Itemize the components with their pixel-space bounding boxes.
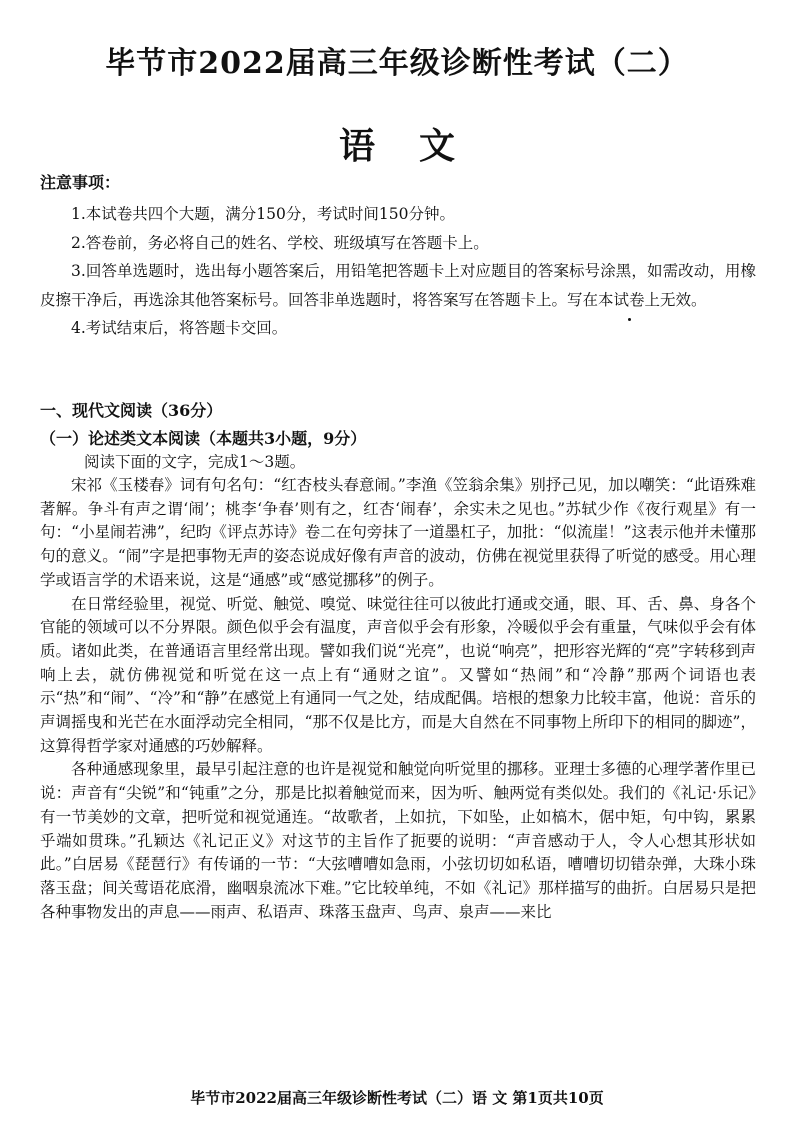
notice-item: 1.本试卷共四个大题，满分150分，考试时间150分钟。 bbox=[71, 205, 455, 223]
notice-list bbox=[40, 200, 756, 343]
subject-title: 语文 bbox=[338, 125, 499, 167]
article-body bbox=[40, 474, 756, 924]
notice-item: 4.考试结束后，将答题卡交回。 bbox=[71, 319, 288, 337]
section-heading: 一、现代文阅读（36分） bbox=[40, 401, 223, 420]
notice-item: 2.答卷前，务必将自己的姓名、学校、班级填写在答题卡上。 bbox=[71, 233, 489, 252]
article-paragraph: 各种通感现象里，最早引起注意的也许是视觉和触觉向听觉里的挪移。亚理士多德的心理学著作里已说：声音有“尖锐”和“钝重”之分，那是比拟着触觉而来，因为听、触两觉有类似处。我们的《礼记·乐记》有一节美妙的文章，把听觉和视觉通连。“故歌者，上如抗，下如坠，止如槁木，倨中矩，句中钩，累累乎端如贯珠。”孔颖达《礼记正义》对这节的主旨作了扼要的说明：“声音感动于人，令人心想其形状如此。”白居易《琵琶行》有传诵的一节：“大弦嘈嘈如急雨，小弦切切如私语，嘈嘈切切错杂弹，大珠小珠落玉盘；间关莺语花底滑，幽咽泉流冰下难。”它比较单纯，不如《礼记》那样描写的曲折。白居易只是把各种事物发出的声息——雨声、私语声、珠落玉盘声、鸟声、泉声——来比 bbox=[40, 760, 756, 921]
exam-title: 毕节市2022届高三年级诊断性考试（二） bbox=[105, 46, 689, 81]
notice-heading: 注意事项： bbox=[40, 173, 121, 192]
page-footer: 毕节市2022届高三年级诊断性考试（二）语 文 第1页共10页 bbox=[190, 1089, 604, 1107]
reading-instruction: 阅读下面的文字，完成1～3题。 bbox=[84, 453, 306, 471]
subsection-heading: （一）论述类文本阅读（本题共3小题，9分） bbox=[40, 429, 367, 448]
article-paragraph: 宋祁《玉楼春》词有句名句：“红杏枝头春意闹。”李渔《笠翁余集》别抒己见，加以嘲笑：“此语殊难著解。争斗有声之谓‘闹’；桃李‘争春’则有之，红杏‘闹春’，余实未之见也。”苏轼少作《夜行观星》有一句：“小星闹若沸”，纪昀《评点苏诗》卷二在句旁抹了一道墨杠子，加批：“似流崖！”这表示他并未懂那句的意义。“闹”字是把事物无声的姿态说成好像有声音的波动，仿佛在视觉里获得了听觉的感受。用心理学或语言学的术语来说，这是“通感”或“感觉挪移”的例子。 bbox=[40, 476, 756, 589]
notice-item: 3.回答单选题时，选出每小题答案后，用铅笔把答题卡上对应题目的答案标号涂黑，如需改动，用橡皮擦干净后，再选涂其他答案标号。回答非单选题时，将答案写在答题卡上。写在本试卷上无效。 bbox=[40, 262, 756, 309]
stray-mark bbox=[628, 318, 631, 321]
article-paragraph: 在日常经验里，视觉、听觉、触觉、嗅觉、味觉往往可以彼此打通或交通，眼、耳、舌、鼻、身各个官能的领域可以不分界限。颜色似乎会有温度，声音似乎会有形象，冷暖似乎会有重量，气味似乎会有体质。诸如此类，在普通语言里经常出现。譬如我们说“光亮”，也说“响亮”，把形容光辉的“亮”字转移到声响上去，就仿佛视觉和听觉在这一点上有“通财之谊”。又譬如“热闹”和“冷静”那两个词语也表示“热”和“闹”、“冷”和“静”在感觉上有通同一气之处，结成配偶。培根的想象力比较丰富，他说：音乐的声调摇曳和光芒在水面浮动完全相同，“那不仅是比方，而是大自然在不同事物上所印下的相同的脚迹”，这算得哲学家对通感的巧妙解释。 bbox=[40, 594, 756, 755]
